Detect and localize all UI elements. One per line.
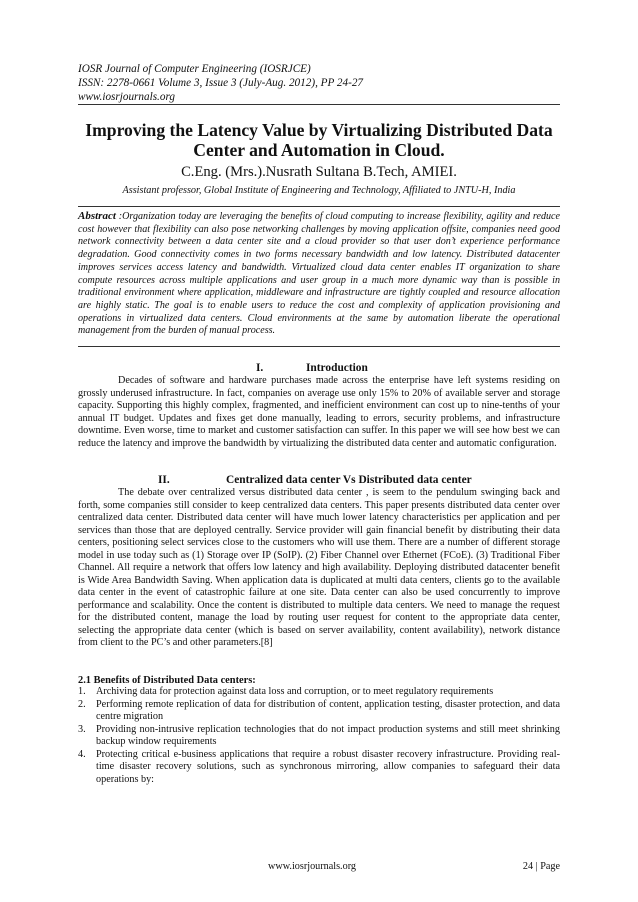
abstract-text: :Organization today are leveraging the benefits of cloud computing to increase flexibility, agility and reduce cost however that flexibility can also pose networking challenges by moving application offsite, companies need good network connectivity between a data center site and a cloud provider so that user don’t experience performance degradation. Good connectivity comes in two forms necessary bandwidth and low latency. Distributed datacenter improves services access latency and bandwidth. Virtualized cloud data center enables IT organization to share compute resources across multiple applications and user group in a much more dynamic way than is possible in traditional environment where application, middleware and infrastructure are tightly coupled and resource allocation are highly static. The goal is to enable users to reduce the cost and complexity of application provisioning and operations in virtualized data centers. Cloud environments at the same by automation liberate the operational management from the burden of manual process. xyxy=(78,211,561,337)
list-number: 2. xyxy=(78,698,86,710)
abstract-label: Abstract xyxy=(78,210,116,222)
section-number: I. xyxy=(256,362,264,374)
list-item xyxy=(78,699,560,724)
paper-title: Improving the Latency Value by Virtualizing Distributed Data Center and Automation in Cloud. xyxy=(85,120,553,160)
list-text: Archiving data for protection against data loss and corruption, or to meet regulatory requirements xyxy=(96,686,494,697)
paper-author: C.Eng. (Mrs.).Nusrath Sultana B.Tech, AMIEI. xyxy=(181,164,457,180)
benefits-list xyxy=(78,686,560,786)
section-body-centralized-vs-distributed: The debate over centralized versus distributed data center , is seem to the pendulum swinging back and forth, some companies still consider to keep centralized data centers. This paper presents distributed data center over centralized data center. Distributed data center will have much lower latency characteristics per application and per services than those that are deployed centrally. Service provider will gain financial benefit by distributing their data centers, positioning select services close to the customers who will use them. There are a number of different storage model in use today such as (1) Storage over IP (SoIP). (2) Fiber Channel over Ethernet (FCoE). (3) Traditional Fiber Channel. All require a network that offers low latency and high availability. Deploying distributed datacenter benefit is Wide Area Bandwidth Saving. When application data is duplicated at multi data centers, clients go to the available data center in the event of catastrophic failure at one site. Data center can also be used concurrently to improve performance and scalability. Once the content is distributed to multiple data centers. We need to manage the request for the distributed content, manage the load by routing user request for content to the appropriate data center, selecting the appropriate data center (which is based on server availability, content availability), network distance from client to the PC’s and other parameters.[8] xyxy=(78,487,560,648)
list-text: Protecting critical e-business applications that require a robust disaster recovery infrastructure. Providing real-time disaster recovery solutions, such as synchronous mirroring, allow companies to safeguard their data operations by: xyxy=(96,748,560,785)
section-number: II. xyxy=(158,474,170,486)
paper-affiliation: Assistant professor, Global Institute of Engineering and Technology, Affiliated to JNTU-H, India xyxy=(122,185,516,196)
list-number: 1. xyxy=(78,686,86,697)
list-item xyxy=(78,749,560,787)
section-title: Centralized data center Vs Distributed data center xyxy=(226,474,472,486)
abstract-bottom-rule xyxy=(78,346,560,347)
journal-name: IOSR Journal of Computer Engineering (IOSRJCE) xyxy=(78,63,311,75)
list-text: Performing remote replication of data for distribution of content, application testing, disaster protection, and data centre migration xyxy=(96,698,560,722)
list-item xyxy=(78,686,560,699)
page-number: 24 | Page xyxy=(522,861,560,872)
subsection-heading-benefits: 2.1 Benefits of Distributed Data centers: xyxy=(78,675,256,686)
section-title: Introduction xyxy=(306,362,368,374)
journal-site[interactable]: www.iosrjournals.org xyxy=(78,91,175,103)
footer-site-link[interactable]: www.iosrjournals.org xyxy=(268,861,357,872)
header-divider xyxy=(78,104,560,105)
journal-issn: ISSN: 2278-0661 Volume 3, Issue 3 (July-Aug. 2012), PP 24-27 xyxy=(78,77,364,89)
list-number: 3. xyxy=(78,723,86,735)
section-body-introduction: Decades of software and hardware purchases made across the enterprise have left systems residing on grossly underused infrastructure. In fact, companies on average use only 15% to 20% of available server and storage capacity. Supporting this highly complex, fragmented, and inefficient environment can cost up to nine-tenths of your annual IT budget. Updates and fixes get done manually, leading to errors, security problems, and infrastructure downtime. Even worse, time to market and customer satisfaction can suffer. In this paper we will see how best we can reduce the latency and improve the bandwidth by virtualizing the distributed data center and automatic configuration. xyxy=(78,375,560,449)
abstract-top-rule xyxy=(78,206,560,207)
list-text: Providing non-intrusive replication technologies that do not impact production systems and still meet shrinking backup window requirements xyxy=(96,723,560,747)
journal-header xyxy=(78,62,560,104)
list-number: 4. xyxy=(78,748,86,760)
list-item xyxy=(78,724,560,749)
abstract xyxy=(78,210,560,338)
